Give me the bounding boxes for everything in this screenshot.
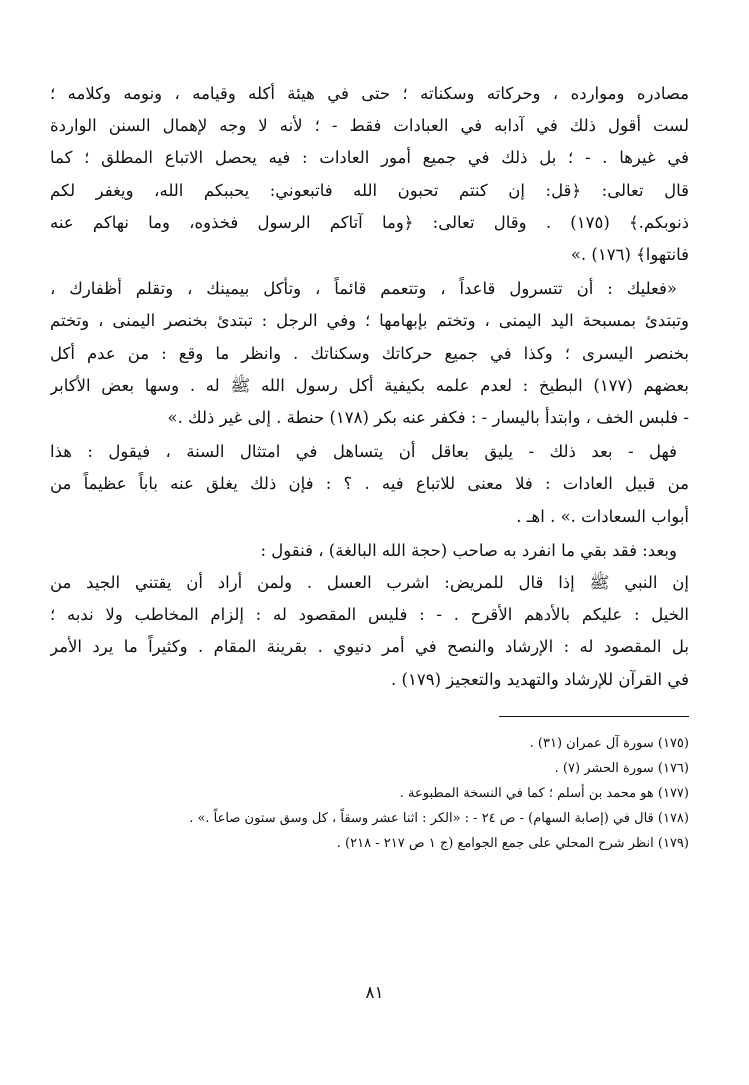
footnote-176: (١٧٦) سورة الحشر (٧) .	[554, 760, 689, 776]
text-line: ذنوبكم.﴾ (١٧٥) . وقال تعالى: ﴿وما آتاكم الرسول فخذوه، وما نهاكم عنه	[50, 212, 689, 232]
paragraph-4	[50, 535, 689, 696]
text-line: «فعليك : أن تتسرول قاعداً ، وتتعمم قائماً ، وتأكل بيمينك ، وتقلم أظفارك ،	[50, 279, 677, 299]
text-line: قال تعالى: ﴿قل: إن كنتم تحبون الله فاتبعوني: يحببكم الله، ويغفر لكم	[50, 180, 689, 200]
text-line: - فلبس الخف ، وابتدأ باليسار - : فكفر عنه بكر (١٧٨) حنطة . إلى غير ذلك .»	[167, 408, 689, 428]
footnotes	[50, 731, 689, 856]
footnote-separator-wrap	[50, 716, 689, 717]
text-line: في القرآن للإرشاد والتهديد والتعجيز (١٧٩) .	[391, 669, 689, 689]
footnote-177: (١٧٧) هو محمد بن أسلم ؛ كما في النسخة المطبوعة .	[399, 785, 689, 801]
text-line: أبواب السعادات .» . اهـ .	[516, 506, 689, 526]
text-line: مصادره وموارده ، وحركاته وسكناته ؛ حتى في هيئة أكله وقيامه ، ونومه وكلامه ؛	[50, 84, 689, 103]
text-line: لست أقول ذلك في آدابه في العبادات فقط - ؛ لأنه لا وجه لإهمال السنن الواردة	[50, 116, 689, 136]
footnote-175: (١٧٥) سورة آل عمران (٣١) .	[529, 735, 689, 751]
footnote-separator	[499, 716, 689, 717]
text-line: بخنصر اليسرى ؛ وكذا في جميع حركاتك وسكناتك . وانظر ما وقع : من عدم أكل	[50, 343, 689, 363]
main-text	[50, 78, 689, 696]
paragraph-3	[50, 436, 689, 533]
paragraph-2	[50, 273, 689, 434]
text-line: وبعد: فقد بقي ما انفرد به صاحب (حجة الله البالغة) ، فنقول :	[260, 540, 677, 560]
text-line: في غيرها . - ؛ بل ذلك في جميع أمور العادات : فيه يحصل الاتباع المطلق ؛ كما	[50, 148, 689, 168]
page-number: ٨١	[365, 983, 384, 1003]
text-line: وتبتدئ بمسبحة اليد اليمنى ، وتختم بإبهامها ؛ وفي الرجل : تبتدئ بخنصر اليمنى ، وتختم	[50, 311, 689, 331]
text-line: إن النبي ﷺ إذا قال للمريض: اشرب العسل . ولمن أراد أن يقتني الجيد من	[50, 573, 689, 593]
paragraph-1	[50, 78, 689, 271]
text-line: فهل - بعد ذلك - يليق بعاقل أن يتساهل في امتثال السنة ، فيقول : هذا	[50, 442, 677, 462]
text-line: الخيل : عليكم بالأدهم الأقرح . - : فليس المقصود له : إلزام المخاطب ولا ندبه ؛	[50, 605, 689, 625]
footnote-178: (١٧٨) قال في (إصابة السهام) - ص ٢٤ - : «الكر : اثنا عشر وسقاً ، كل وسق ستون صاعاً .» .	[189, 810, 689, 826]
text-line: بل المقصود له : الإرشاد والنصح في أمر دنيوي . بقرينة المقام . وكثيراً ما يرد الأمر	[50, 637, 689, 657]
text-line: من قبيل العادات : فلا معنى للاتباع فيه . ؟ : فإن ذلك يغلق عنه باباً عظيماً من	[50, 474, 689, 494]
text-line: فانتهوا﴾ (١٧٦) .»	[570, 245, 689, 265]
text-line: بعضهم (١٧٧) البطيخ : لعدم علمه بكيفية أكل رسول الله ﷺ له . وسها بعض الأكابر	[50, 375, 689, 395]
footnote-179: (١٧٩) انظر شرح المحلي على جمع الجوامع (ج ١ ص ٢١٧ - ٢١٨) .	[336, 835, 689, 851]
